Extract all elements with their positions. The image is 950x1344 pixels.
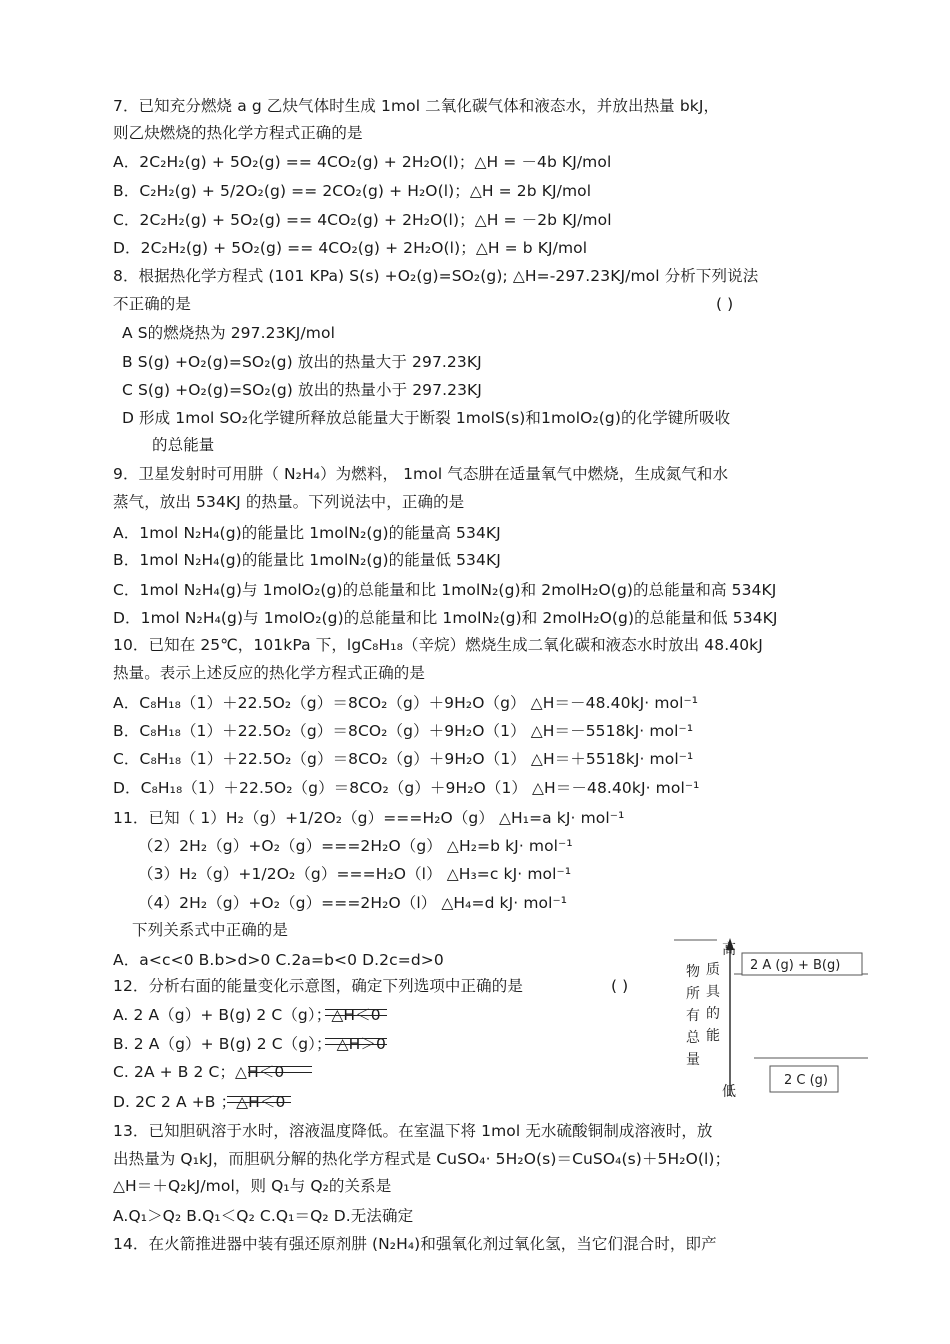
reaction-arrow-b xyxy=(325,1038,387,1045)
text-line: 7．已知充分燃烧 a g 乙炔气体时生成 1mol 二氧化碳气体和液态水，并放出热量 bkJ， xyxy=(113,97,720,115)
axis-side-char: 物 xyxy=(686,964,700,980)
axis-side-char: 所 xyxy=(686,986,700,1002)
text-line: 则乙炔燃烧的热化学方程式正确的是 xyxy=(113,124,363,142)
text-line: A．1mol N₂H₄(g)的能量比 1molN₂(g)的能量高 534KJ xyxy=(113,524,501,542)
text-line: 10．已知在 25℃，101kPa 下，lgC₈H₁₈（辛烷）燃烧生成二氧化碳和液态水时放出 48.40kJ xyxy=(113,636,763,654)
text-line: 8．根据热化学方程式 (101 KPa) S(s) +O₂(g)=SO₂(g); △H=-297.23KJ/mol 分析下列说法 xyxy=(113,267,759,285)
text-line: C S(g) +O₂(g)=SO₂(g) 放出的热量小于 297.23KJ xyxy=(122,381,482,399)
text-line: D. 2C 2 A +B ；△H＜0 xyxy=(113,1093,286,1111)
axis-side-char: 的 xyxy=(706,1006,720,1022)
text-line: ( ) xyxy=(611,977,629,995)
text-line: 11．已知（ 1）H₂（g）+1/2O₂（g）===H₂O（g） △H₁=a kJ· mol⁻¹ xyxy=(113,809,625,827)
text-line: C．C₈H₁₈（1）＋22.5O₂（g）＝8CO₂（g）＋9H₂O（1） △H＝＋5518kJ· mol⁻¹ xyxy=(113,750,694,768)
reaction-arrow-a xyxy=(325,1009,387,1016)
text-line: D 形成 1mol SO₂化学键所释放总能量大于断裂 1molS(s)和1molO₂(g)的化学键所吸收 xyxy=(122,409,731,427)
axis-low-label: 低 xyxy=(722,1084,736,1100)
text-line: D．2C₂H₂(g) + 5O₂(g) == 4CO₂(g) + 2H₂O(l)；△H = b KJ/mol xyxy=(113,239,588,257)
axis-side-label xyxy=(686,962,721,1068)
axis-side-char: 具 xyxy=(706,984,720,1000)
axis-side-char: 总 xyxy=(686,1030,700,1046)
text-line: （3）H₂（g）+1/2O₂（g）===H₂O（l） △H₃=c kJ· mol⁻¹ xyxy=(138,865,572,883)
text-line: 的总能量 xyxy=(152,436,215,454)
text-line: D．C₈H₁₈（1）＋22.5O₂（g）＝8CO₂（g）＋9H₂O（1） △H＝－48.40kJ· mol⁻¹ xyxy=(113,779,700,797)
text-line: ( ) xyxy=(716,295,734,313)
text-line: 热量。表示上述反应的热化学方程式正确的是 xyxy=(113,664,426,682)
text-line: C．2C₂H₂(g) + 5O₂(g) == 4CO₂(g) + 2H₂O(l)；△H = －2b KJ/mol xyxy=(113,211,612,229)
text-line: A S的燃烧热为 297.23KJ/mol xyxy=(122,324,335,342)
axis-side-char: 能 xyxy=(706,1028,720,1044)
text-line: B．C₈H₁₈（1）＋22.5O₂（g）＝8CO₂（g）＋9H₂O（1） △H＝－5518kJ· mol⁻¹ xyxy=(113,722,694,740)
text-line: 不正确的是 xyxy=(113,295,192,313)
text-line: A．C₈H₁₈（1）＋22.5O₂（g）＝8CO₂（g）＋9H₂O（g） △H＝－48.40kJ· mol⁻¹ xyxy=(113,694,699,712)
axis-side-char: 量 xyxy=(686,1052,700,1068)
energy-diagram xyxy=(674,920,870,1106)
axis-side-char: 质 xyxy=(706,962,720,978)
lower-level-label: 2 C (g) xyxy=(784,1073,829,1088)
text-line: C．1mol N₂H₄(g)与 1molO₂(g)的总能量和比 1molN₂(g)和 2molH₂O(g)的总能量和高 534KJ xyxy=(113,581,777,599)
upper-level-label: 2 A (g) + B(g) xyxy=(750,958,841,973)
text-line: 9．卫星发射时可用肼（ N₂H₄）为燃料， 1mol 气态肼在适量氧气中燃烧，生成氮气和水 xyxy=(113,465,729,483)
text-line: A. 2 A（g）+ B(g) 2 C（g）；△H＜0 xyxy=(113,1006,381,1024)
text-line: （2）2H₂（g）+O₂（g）===2H₂O（g） △H₂=b kJ· mol⁻¹ xyxy=(138,837,573,855)
text-line: △H＝＋Q₂kJ/mol，则 Q₁与 Q₂的关系是 xyxy=(113,1177,392,1195)
text-line: 出热量为 Q₁kJ，而胆矾分解的热化学方程式是 CuSO₄· 5H₂O(s)＝CuSO₄(s)＋5H₂O(l)； xyxy=(113,1150,731,1168)
text-line: A.Q₁＞Q₂ B.Q₁＜Q₂ C.Q₁＝Q₂ D.无法确定 xyxy=(113,1207,414,1225)
reaction-arrow-d xyxy=(227,1096,291,1103)
text-line: A．2C₂H₂(g) + 5O₂(g) == 4CO₂(g) + 2H₂O(l)；△H = －4b KJ/mol xyxy=(113,153,612,171)
text-line: C. 2A + B 2 C；△H＜0 xyxy=(113,1063,285,1081)
text-line: A．a<c<0 B.b>d>0 C.2a=b<0 D.2c=d>0 xyxy=(113,951,444,969)
text-line: B. 2 A（g）+ B(g) 2 C（g）； △H＞0 xyxy=(113,1035,386,1053)
text-line: 13．已知胆矾溶于水时，溶液温度降低。在室温下将 1mol 无水硫酸铜制成溶液时，放 xyxy=(113,1122,713,1140)
text-line: B S(g) +O₂(g)=SO₂(g) 放出的热量大于 297.23KJ xyxy=(122,353,482,371)
text-line: 14．在火箭推进器中装有强还原剂肼 (N₂H₄)和强氧化剂过氧化氢，当它们混合时，即产 xyxy=(113,1235,717,1253)
text-line: （4）2H₂（g）+O₂（g）===2H₂O（l） △H₄=d kJ· mol⁻¹ xyxy=(138,894,568,912)
text-line: B．1mol N₂H₄(g)的能量比 1molN₂(g)的能量低 534KJ xyxy=(113,551,501,569)
text-line: D．1mol N₂H₄(g)与 1molO₂(g)的总能量和比 1molN₂(g)和 2molH₂O(g)的总能量和低 534KJ xyxy=(113,609,778,627)
axis-side-char: 有 xyxy=(686,1008,700,1024)
text-line: 下列关系式中正确的是 xyxy=(132,921,289,939)
reaction-arrow-c xyxy=(248,1066,312,1073)
text-line: 蒸气，放出 534KJ 的热量。下列说法中，正确的是 xyxy=(113,493,465,511)
text-line: B．C₂H₂(g) + 5/2O₂(g) == 2CO₂(g) + H₂O(l)；△H = 2b KJ/mol xyxy=(113,182,592,200)
text-line: 12．分析右面的能量变化示意图，确定下列选项中正确的是 xyxy=(113,977,523,995)
axis-high-label: 高 xyxy=(722,942,736,958)
